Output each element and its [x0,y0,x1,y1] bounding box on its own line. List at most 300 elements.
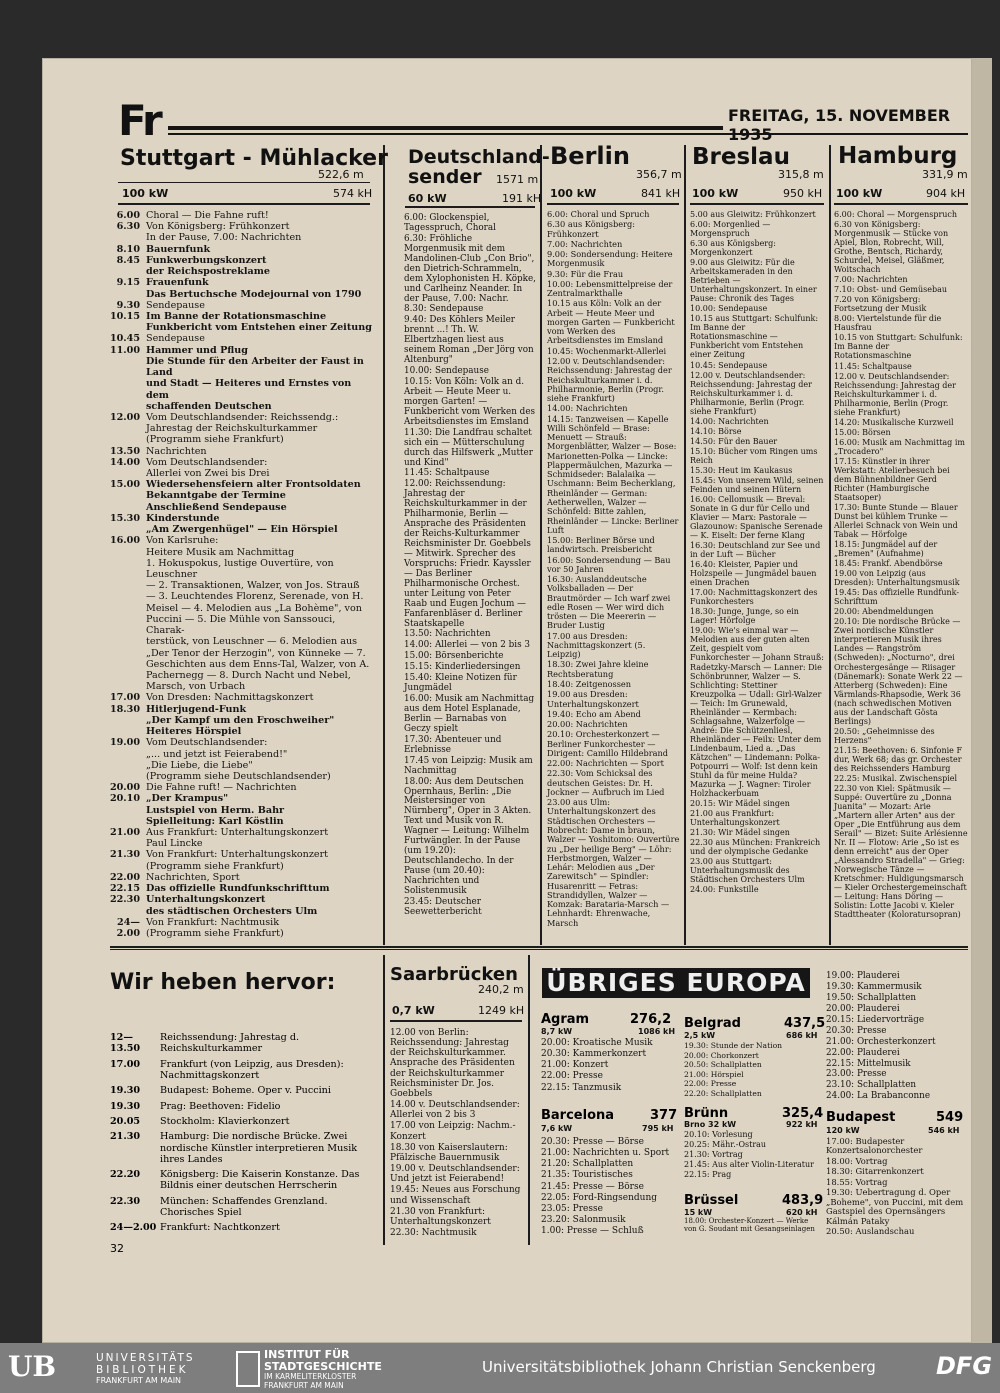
program-entry: 22.00: Nachrichten — Sport [547,758,664,769]
entry-text: Vom Deutschlandsender: Allerlei von Zwei bis Drei [146,456,270,480]
program-entry: 19.00 von Leipzig (aus Dresden): Unterhaltungsmusik [834,569,960,588]
inst-line1: INSTITUT FÜR [264,1348,350,1361]
program-entry [106,333,376,344]
station-frequency: 574 kH [333,187,373,200]
program-entry: 19.45: Neues aus Forschung und Wissenschaft [390,1185,521,1206]
column-divider [383,145,385,945]
highlight-entry [110,1032,368,1055]
entry-text: Wiedersehensfeiern alter Frontsoldaten Bekanntgabe der Termine Anschließend Sendepause [146,479,361,513]
program-entry: 18.00: Vortrag [826,1155,888,1166]
program-entry: 21.00: Nachrichten u. Sport [541,1148,670,1159]
program-entry [106,311,376,333]
station-wavelength: 240,2 m [478,983,524,996]
program-entry [106,535,376,692]
program-entry: 23.05: Presse [541,1203,603,1214]
program-entry: 20.50: Schallplatten [684,1060,762,1070]
program-entry: 6.30: Fröhliche Morgenmusik mit dem Mandolinen-Club „Con Brio", den Dietrich-Schrammeln, dem Xylophonisten H. Köpke, und Carlheinz Neander. In der Pause, 7.00: Nachr. [404,233,536,304]
program-entry [106,300,376,311]
program-entry: 21.30: Vortrag [684,1150,743,1160]
program-entry: 16.00: Sondersendung — Bau vor 50 Jahren [547,554,671,574]
entry-text: Funkwerbungskonzert der Reichspostreklame [146,254,271,278]
program-entry [106,412,376,446]
entry-text: Das offizielle Rundfunkschrifttum [146,883,330,895]
entry-time: 6.30 [116,221,140,233]
day-logo: Fr [118,96,161,145]
program-entry: 18.55: Vortrag [826,1176,888,1187]
program-entry: 23.45: Deutscher Seewetterbericht [404,896,482,917]
program-entry: 10.45: Wochenmarkt-Allerlei [547,345,667,356]
program-entry: 15.40: Kleine Notizen für Jungmädel [404,673,517,694]
program-entry: 19.00: Wie's einmal war — Melodien aus der guten alten Zeit, gespielt vom Funkorchester — Johann Strauß: Radetzky-Marsch — Lanner: Die Schönbrunner, Walzer — S. Schlichting: Stettiner Kreuzpolka — Udall: Girl-Walzer — Teich: Im Grunewald, Rheinländer — Kermbach: Schlagsahne, Walzerfolge — André: Die Schützenliesl, Rheinländer — Feilx: Unter dem Lindenbaum, Lied a. „Das Kätzchen" — Lindemann: Polka-Potpourri — Wolf: Ist denn kein Stuhl da für meine Hulda? Mazurka — J. Wagner: Tiroler Holzhackerbuam [690,626,824,798]
program-entry: 18.15: Jungmädel auf der „Bremen" (Aufnahme) [834,540,938,559]
program-entry [106,221,376,243]
program-entry: 19.30: Kammermusik [826,981,922,992]
header-rule [168,126,723,130]
station-name-hamburg: Hamburg [838,143,958,169]
program-entry: 18.00: Orchester-Konzert — Werke von G. Soudant mit Gesangseinlagen [684,1217,815,1233]
program-entry: 18.30: Zwei Jahre kleine Rechtsberatung [547,659,649,679]
entry-text: Im Banne der Rotationsmaschine Funkbericht vom Entstehen einer Zeitung [146,310,372,334]
program-entry: 19.50: Schallplatten [826,992,917,1003]
entry-text: Sendepause [146,333,205,345]
program-entry: 10.00: Sendepause [404,366,489,377]
station-wavelength: 483,9 [782,1193,824,1208]
program-entry: 9.00: Sondersendung: Heitere Morgenmusik [547,249,673,269]
program-entry: 18.00: Aus dem Deutschen Opernhaus, Berlin: „Die Meistersinger von Nürnberg", Oper in 3 Akten. Text und Musik von R. Wagner — Leitung: Wilhelm Furtwängler. In der Pause (um 19.20): Deutschlandecho. In der Pause (um 20.40): Nachrichten und Solistenmusik [404,776,532,896]
entry-text: Unterhaltungskonzert des städtischen Orchesters Ulm [146,894,318,917]
entry-text: Nachrichten [146,445,207,457]
program-entry: 10.00: Lebensmittelpreise der Zentralmarkthalle [547,278,673,299]
station-frequency: 191 kH [502,192,542,205]
program-entry [106,210,376,221]
program-entry: 19.30: Stunde der Nation [684,1041,783,1050]
station-frequency: 620 kH [786,1208,818,1217]
page-date: FREITAG, 15. NOVEMBER 1935 [728,106,951,144]
highlight-time: 22.30 [110,1195,141,1207]
program-entry: 11.45: Schaltpause [404,468,490,479]
program-entry [106,479,376,513]
program-entry: 12.00 von Berlin: Reichssendung: Jahrestag der Reichskulturkammer. Ansprache des Präsidenten der Reichskulturkammer Reichsminister Dr. Jos. Goebbels [390,1028,515,1099]
program-entry: 21.00 aus Frankfurt: Unterhaltungskonzert [690,809,780,828]
program-entry: 14.15: Tanzweisen — Kapelle Willi Schönfeld — Brase: Menuett — Strauß: Morgenblätter, Walzer — Bose: Marionetten-Polka — Lincke: Plappermäulchen, Mazurka — Schmidseder: Balalaika — Uschmann: Beim Becherklang, Rheinländer — German: Aetherwellen, Walzer — Schönfeld: Bitte zahlen, Rheinländer — Lincke: Berliner Luft [547,413,679,535]
entry-text: Von Frankfurt: Nachtmusik (Programm siehe Frankfurt) [146,916,284,939]
program-entry: 21.00: Hörspiel [684,1069,744,1079]
program-list-breslau [690,210,824,895]
station-name-bruessel: Brüssel [684,1193,739,1208]
highlight-time: 24—2.00 [110,1222,157,1234]
program-entry: 15.00: Börsen [834,427,891,437]
station-power: 60 kW [408,192,447,205]
entry-time: 19.00 [109,737,140,749]
entry-text: Von Frankfurt: Unterhaltungskonzert (Programm siehe Frankfurt) [146,849,329,872]
program-entry: 15.45: Von unserem Wild, seinen Feinden und seinen Hütern [690,475,824,494]
station-name-saarbruecken: Saarbrücken [390,964,518,985]
program-list-barcelona [541,1137,673,1237]
station-power: 15 kW [684,1208,713,1217]
program-entry: 21.35: Touristisches [541,1170,633,1181]
program-entry: 17.30: Bunte Stunde — Blauer Dunst bei kühlem Trunke — Allerlei Schnack von Wein und Tabak — Hörfolge [834,502,958,540]
program-entry: 16.00: Musik am Nachmittag aus dem Hotel Esplanade, Berlin — Barnabas von Geczy spielt [404,694,535,734]
program-entry: 18.30: Junge, Junge, so ein Lager! Hörfolge [690,607,799,626]
column-divider [684,145,686,945]
highlight-time: 20.05 [110,1115,141,1127]
station-power: Brno 32 kW [684,1120,737,1129]
program-entry [106,782,376,793]
program-entry: 20.10: Vorlesung [684,1130,753,1139]
station-wavelength: 325,4 [782,1106,824,1121]
program-entry [106,457,376,479]
header-line [390,1020,522,1022]
program-entry: 7.00: Nachrichten [547,238,623,249]
program-entry [106,255,376,277]
highlight-text: Hamburg: Die nordische Brücke. Zwei nordische Künstler interpretieren Musik ihres Landes [160,1131,358,1165]
program-entry [106,827,376,849]
program-entry [106,244,376,255]
entry-time: 18.30 [109,703,140,715]
program-entry: 6.30 aus Königsberg: Frühkonzert [547,219,635,239]
program-entry: 8.00: Viertelstunde für die Hausfrau [834,314,942,333]
highlight-time: 17.00 [110,1058,141,1070]
entry-time: 11.00 [109,344,140,356]
program-entry: 16.00: Musik am Nachmittag im „Trocadero" [834,437,965,456]
program-entry: 22.00: Plauderei [826,1047,900,1058]
station-wavelength: 549 [936,1110,964,1125]
program-entry: 21.30: Wir Mädel singen [690,828,790,838]
program-entry: 22.30: Nachtmusik [390,1227,477,1238]
program-list-bruenn [684,1130,816,1180]
inst-line4: FRANKFURT AM MAIN [264,1381,344,1390]
page-edge [972,58,992,1343]
program-entry: 21.00: Orchesterkonzert [826,1036,936,1047]
program-entry: 10.15 von Stuttgart: Schulfunk: Im Banne der Rotationsmaschine [834,333,963,361]
entry-time: 10.45 [109,333,140,345]
program-entry: 19.00 v. Deutschlandsender: Und jetzt ist Feierabend! [390,1164,520,1185]
program-entry: 19.30: Uebertragung d. Oper „Boheme", von Puccini, mit dem Gastspiel des Opernsängers Kálmán Pataky [826,1187,964,1226]
program-list-hamburg [834,210,968,920]
program-entry [106,883,376,894]
program-entry: 15.00: Börsenberichte [404,651,504,662]
program-entry: 11.45: Schaltpause [834,361,912,371]
program-entry [106,737,376,782]
footer-center-text: Universitätsbibliothek Johann Christian Senckenberg [482,1358,876,1376]
program-entry: 22.20: Schallplatten [684,1088,762,1098]
program-entry: 7.00: Nachrichten [834,275,908,285]
program-entry: 17.30: Abenteuer und Erlebnisse [404,734,502,755]
entry-text: Nachrichten, Sport [146,871,240,883]
program-entry [106,917,376,939]
program-entry: 14.00: Nachrichten [547,403,628,414]
entry-text: Bauernfunk [146,243,211,255]
program-entry: 14.20: Musikalische Kurzweil [834,417,954,427]
program-entry: 17.45 von Leipzig: Musik am Nachmittag [404,755,533,776]
station-name-deutschland-2: sender [408,166,482,188]
entry-time: 24—2.00 [116,916,140,939]
program-list-right-top [826,972,964,1103]
entry-time: 12.00 [109,411,140,423]
station-name-belgrad: Belgrad [684,1016,741,1031]
entry-time: 15.30 [109,512,140,524]
program-entry: 21.00: Konzert [541,1060,609,1071]
entry-text: Aus Frankfurt: Unterhaltungskonzert Paul Lincke [146,827,329,850]
dfg-logo: DFG [936,1352,993,1380]
highlights-list [110,1032,368,1238]
station-frequency: 795 kH [642,1124,674,1133]
program-entry: 17.00 von Leipzig: Nachm.-Konzert [390,1121,516,1142]
entry-text: Frauenfunk Das Bertuchsche Modejournal von 1790 [146,277,362,300]
program-list-deutschland [404,214,536,919]
program-entry: 21.20: Schallplatten [541,1159,634,1170]
station-wavelength: 331,9 m [922,168,968,181]
program-list-belgrad [684,1042,816,1099]
program-entry: 6.00: Glockenspiel, Tagesspruch, Choral [404,213,496,233]
column-divider [383,955,385,1245]
header-line [405,206,535,208]
program-entry: 23.00 aus Ulm: Unterhaltungskonzert des Städtischen Orchesters — Robrecht: Dame in braun, Walzer — Yoshitomo: Ouvertüre zu „Der heilige Berg" — Löhr: Herbstmorgen, Walzer — Lehár: Melodien aus „Der Zarewitsch" — Spindler: Husarenritt — Fetras: Strandidyllen, Walzer — Komzak: Barataria-Marsch — Lehnhardt: Ehrenwache, Marsch [547,797,680,928]
program-entry: 22.25: Musikal. Zwischenspiel [834,773,958,783]
program-list-agram [541,1038,673,1094]
highlight-text: Reichssendung: Jahrestag d. Reichskulturkammer [160,1032,300,1055]
program-entry: 23.10: Schallplatten [826,1080,917,1091]
highlight-text: Stockholm: Klavierkonzert [160,1115,290,1127]
entry-time: 20.00 [109,782,140,794]
program-entry [106,692,376,703]
highlight-entry [110,1085,368,1096]
program-entry: 6.00: Choral und Spruch [547,209,650,219]
entry-time: 8.10 [116,243,140,255]
entry-time: 17.00 [109,692,140,704]
station-name-berlin: Berlin [550,142,630,170]
program-entry [106,793,376,827]
entry-time: 22.00 [109,871,140,883]
program-entry [106,872,376,883]
program-entry: 15.15: Kinderliedersingen [404,662,521,673]
header-line [118,203,370,205]
program-entry: 7.10: Obst- und Gemüsebau [834,285,948,295]
program-entry: 20.00: Chorkonzert [684,1050,759,1060]
program-entry [106,704,376,738]
entry-text: Sendepause [146,299,205,311]
program-entry: 16.00: Cellomusik — Breval: Sonate in G dur für Cello und Klavier — Marx: Pastorale — Glazounow: Spanische Serenade — K. Eiselt: Der ferne Klang [690,494,823,541]
ub-line1: UNIVERSITÄTS [96,1352,195,1364]
page-number: 32 [110,1242,124,1255]
program-entry: 10.15: Von Köln: Volk an d. Arbeit — Heute Meer u. morgen Garten! — Funkbericht vom Werken des Arbeitsdienstes im Emsland [404,377,536,427]
station-name-stuttgart: Stuttgart - Mühlacker [120,146,388,171]
entry-text: Von Karlsruhe: Heitere Musik am Nachmittag 1. Hokuspokus, lustige Ouvertüre, von Leuschner — 2. Transaktionen, Walzer, von Jos. Strauß — 3. Leuchtendes Florenz, Serenade, von H. Meisel — 4. Melodien aus „La Bohème", von Puccini — 5. Die Mühle von Sanssouci, Charak- terstück, von Leuschner — 6. Melodien aus „Der Tenor der Herzogin", von Künneke — 7. Geschichten aus dem Enns-Tal, Walzer, von A. Pachernegg — 8. Durch Nacht und Nebel, Marsch, von Urbach [146,535,370,693]
program-entry: 20.30: Presse — Börse [541,1137,644,1147]
program-entry: 19.40: Echo am Abend [547,708,641,719]
entry-text: Von Königsberg: Frühkonzert In der Pause, 7.00: Nachrichten [146,221,302,244]
program-entry: 18.30 von Kaiserslautern: Pfälzische Bauernmusik [390,1142,508,1163]
header-line [118,182,370,183]
program-entry: 20.50: Auslandschau [826,1226,915,1237]
station-power: 120 kW [826,1126,860,1135]
program-entry: 21.15: Beethoven: 6. Sinfonie F dur, Werk 68; das gr. Orchester des Reichssenders Hamburg [834,745,962,773]
station-name-deutschland: Deutschland- [408,146,550,168]
program-entry: 17.15: Künstler in ihrer Werkstatt: Atelierbesuch bei dem Bühnenbildner Gerd Richter (Hamburgische Staatsoper) [834,456,950,502]
entry-time: 9.15 [116,277,140,289]
station-name-bruenn: Brünn [684,1106,729,1121]
entry-time: 21.00 [109,827,140,839]
program-entry: 15.00: Berliner Börse und landwirtsch. Preisbericht [547,535,655,555]
program-entry: 20.30: Kammerkonzert [541,1049,647,1060]
ub-logo: UB [8,1350,57,1383]
program-entry: 22.30: Vom Schicksal des deutschen Geistes: Dr. H. Jockner — Aufbruch im Lied [547,768,665,797]
station-wavelength: 276,2 [630,1012,672,1027]
program-entry: 16.30: Auslanddeutsche Volksballaden — Der Brautmörder — Ich warf zwei edle Rosen — Wer wird dich trösten — Die Meererin — Bruder Lustig [547,574,671,631]
highlights-title: Wir heben hervor: [110,970,336,995]
program-entry: 9.30: Für die Frau [547,268,624,279]
highlight-entry [110,1222,368,1233]
program-entry [106,513,376,535]
station-wavelength: 377 [650,1108,678,1123]
program-entry: 6.30 aus Königsberg: Morgenkonzert [690,239,776,258]
program-entry: 12.00 v. Deutschlandsender: Reichssendung: Jahrestag der Reichskulturkammer i. d. Philharmonie, Berlin (Progr. siehe Frankfurt) [690,370,812,416]
station-power: 2,5 kW [684,1031,716,1040]
program-list-berlin [547,210,680,929]
program-entry: 22.15: Prag [684,1170,732,1180]
program-entry: 22.00: Presse [541,1071,603,1082]
program-entry: 20.15: Wir Mädel singen [690,798,790,808]
program-entry: 19.00 aus Dresden: Unterhaltungskonzert [547,689,639,709]
highlight-text: Budapest: Boheme. Oper v. Puccini [160,1085,331,1097]
station-power: 8,7 kW [541,1027,573,1036]
program-entry: 18.45: Frankf. Abendbörse [834,559,943,569]
program-entry: 22.15: Mittelmusik [826,1058,911,1069]
europe-banner: ÜBRIGES EUROPA [542,968,810,998]
station-wavelength: 1571 m [496,173,539,186]
station-name-breslau: Breslau [692,144,790,170]
section-divider-thin [110,949,968,950]
program-entry: 22.30 von Kiel: Spätmusik — Suppé: Ouvertüre zu „Donna Juanita" — Mozart: Arie „Martern aller Arten" aus der Oper „Die Entführung aus dem Serail" — Bizet: Suite Arlésienne Nr. II — Flotow: Arie „So ist es denn erreicht" aus der Oper „Alessandro Stradella" — Grieg: Norwegische Tänze — Kretschmer: Huldigungsmarsch — Kieler Orchestergemeinschaft — Leitung: Hans Döring — Solistin: Lotte Jacobi v. Kieler Stadttheater (Koloratursopran) [834,783,968,920]
program-entry: 5.00 aus Gleiwitz: Frühkonzert [690,210,816,219]
program-entry: 20.00: Plauderei [826,1003,900,1014]
entry-time: 22.15 [109,883,140,895]
entry-text: Choral — Die Fahne ruft! [146,210,269,221]
program-entry: 22.00: Presse [684,1079,737,1089]
program-entry: 14.00 v. Deutschlandsender: Allerlei von 2 bis 3 [390,1100,520,1121]
program-entry: 10.45: Sendepause [690,360,768,370]
ub-line3: FRANKFURT AM MAIN [96,1376,182,1385]
program-entry: 1.00: Presse — Schluß [541,1226,644,1237]
entry-text: Die Fahne ruft! — Nachrichten [146,782,297,794]
highlight-time: 19.30 [110,1085,141,1097]
station-power: 100 kW [692,187,739,200]
program-entry: 13.50: Nachrichten [404,629,491,640]
station-power: 0,7 kW [392,1004,435,1017]
program-entry: 17.00 aus Dresden: Nachmittagskonzert (5. Leipzig) [547,630,646,660]
station-name-budapest: Budapest [826,1110,896,1125]
program-entry: 20.00: Abendmeldungen [834,607,934,617]
program-entry: 12.00 v. Deutschlandsender: Reichssendung: Jahrestag der Reichskulturkammer i. d. Philharmonie, Berlin (Progr. siehe Frankfurt) [834,371,956,417]
column-divider [540,145,542,945]
entry-time: 14.00 [109,456,140,468]
column-divider [829,145,831,945]
program-entry: 18.40: Zeitgenossen [547,679,632,690]
station-power: 100 kW [550,187,597,200]
program-entry: 12.00: Reichssendung: Jahrestag der Reichskulturkammer in der Philharmonie, Berlin — Ansprache des Präsidenten der Reichs-Kulturkammer Reichsminister Dr. Goebbels — Mitwirk. Sprecher des Vorspruchs: Friedr. Kayssler — Das Berliner Philharmonische Orchest. unter Leitung von Peter Raab und Eugen Jochum — Fanfarenbläser d. Berliner Staatskapelle [404,479,531,629]
highlight-text: München: Schaffendes Grenzland. Chorisches Spiel [160,1195,328,1219]
program-entry: 21.30 von Frankfurt: Unterhaltungskonzert [390,1206,491,1227]
station-name-agram: Agram [541,1012,590,1027]
program-entry: 20.50: „Geheimnisse des Herzens" [834,726,935,745]
header-line [690,203,824,205]
program-entry: 10.15 aus Stuttgart: Schulfunk: Im Banne der Rotationsmaschine — Funkbericht vom Entstehen einer Zeitung [690,314,819,360]
program-entry: 8.30: Sendepause [404,304,484,315]
program-entry: 22.15: Tanzmusik [541,1082,622,1093]
program-entry: 23.20: Salonmusik [541,1215,626,1226]
entry-time: 22.30 [109,894,140,906]
station-name-barcelona: Barcelona [541,1108,615,1123]
program-entry [106,345,376,412]
station-wavelength: 356,7 m [636,168,682,181]
program-entry: 15.10: Bücher vom Ringen ums Reich [690,446,818,465]
highlight-entry [110,1101,368,1112]
program-entry [106,849,376,871]
program-entry: 9.40: Des Köhlers Meiler brennt ...! Th. W. Elbertzhagen liest aus seinem Roman „Der Jörg von Altenburg" [404,315,534,366]
entry-text: Hammer und Pflug Die Stunde für den Arbeiter der Faust in Land und Stadt — Heiteres und Ernstes von dem schaffenden Deutschen [146,344,364,412]
entry-time: 15.00 [109,479,140,491]
program-entry: 10.15 aus Köln: Volk an der Arbeit — Heute Meer und morgen Garten — Funkbericht vom Werken des Arbeitsdienstes im Emsland [547,298,675,346]
station-frequency: 904 kH [926,187,966,200]
entry-text: Vom Deutschlandsender: „... und jetzt ist Feierabend!" „Die Liebe, die Liebe" (Programm siehe Deutschlandsender) [146,737,331,782]
highlight-time: 12—13.50 [110,1032,141,1055]
highlight-text: Frankfurt (von Leipzig, aus Dresden): Nachmittagskonzert [160,1058,344,1081]
program-entry: 14.50: Für den Bauer [690,436,778,446]
station-frequency: 546 kH [928,1126,960,1135]
highlight-text: Königsberg: Die Kaiserin Konstanze. Das Bildnis einer deutschen Herrscherin [160,1169,360,1192]
highlight-entry [110,1059,368,1082]
program-entry: 9.00 aus Gleiwitz: Für die Arbeitskameraden in den Betrieben — Unterhaltungskonzert. In einer Pause: Chronik des Tages [690,258,817,304]
program-entry: 6.00: Morgenlied — Morgenspruch [690,220,771,239]
entry-time: 9.30 [116,299,140,311]
program-entry: 20.10: Die nordische Brücke — Zwei nordische Künstler interpretieren Musik ihres Landes — Rangström (Schweden): „Nocturno", drei Orchestergesänge — Riisager (Dänemark): Sonate Werk 22 — Atterberg (Schweden): Eine Värmlands-Rhapsodie, Werk 36 (nach schwedischen Motiven aus der Landschaft Gösta Berlings) [834,617,963,726]
program-entry: 10.00: Sendepause [690,304,768,314]
highlight-time: 22.20 [110,1169,141,1181]
station-frequency: 950 kH [783,187,823,200]
program-entry: 6.00: Choral — Morgenspruch [834,210,958,219]
station-wavelength: 315,8 m [778,168,824,181]
program-entry: 18.30: Gitarrenkonzert [826,1166,924,1177]
inst-line2: STADTGESCHICHTE [264,1360,382,1373]
inst-line3: IM KARMELITERKLOSTER [264,1372,357,1381]
program-entry [106,277,376,299]
highlight-time: 19.30 [110,1100,141,1112]
program-entry [106,894,376,916]
entry-text: „Der Krampus" Lustspiel von Herm. Bahr Spielleitung: Karl Köstlin [146,793,285,827]
program-entry: 14.00: Allerlei — von 2 bis 3 [404,640,531,651]
entry-text: Von Dresden: Nachmittagskonzert [146,692,314,704]
program-entry: 20.10: Orchesterkonzert — Berliner Funkorchester — Dirigent: Camillo Hildebrand [547,729,669,758]
highlight-entry [110,1116,368,1127]
station-power: 100 kW [836,187,883,200]
entry-text: Vom Deutschlandsender: Reichssendg.: Jahrestag der Reichskulturkammer (Programm siehe Frankfurt) [146,411,339,446]
highlight-entry [110,1196,368,1219]
ub-line2: BIBLIOTHEK [96,1364,189,1376]
program-entry: 21.45: Presse — Börse [541,1181,644,1192]
program-list-budapest [826,1137,964,1238]
program-entry: 23.00 aus Stuttgart: Unterhaltungsmusik des Städtischen Orchesters Ulm [690,857,805,885]
entry-time: 20.10 [109,793,140,805]
program-entry: 16.30: Deutschland zur See und in der Luft — Bücher [690,541,821,560]
entry-time: 10.15 [109,310,140,322]
entry-text: Hitlerjugend-Funk „Der Kampf um den Froschweiher" Heiteres Hörspiel [146,703,335,738]
program-entry: 21.45: Aus alter Violin-Literatur [684,1160,814,1170]
program-entry: 6.30 von Königsberg: Morgenmusik — Stücke von Apiel, Blon, Robrecht, Will, Grothe, Bentsch, Richardy, Schurdel, Meisel, Gläßmer, Woitschach [834,220,949,275]
program-entry: 11.30: Die Landfrau schaltet sich ein — Mütterschulung durch das Hilfswerk „Mutter und Kind" [404,427,533,468]
highlight-entry [110,1131,368,1165]
entry-time: 8.45 [116,254,140,266]
program-entry: 14.00: Nachrichten [690,416,769,426]
